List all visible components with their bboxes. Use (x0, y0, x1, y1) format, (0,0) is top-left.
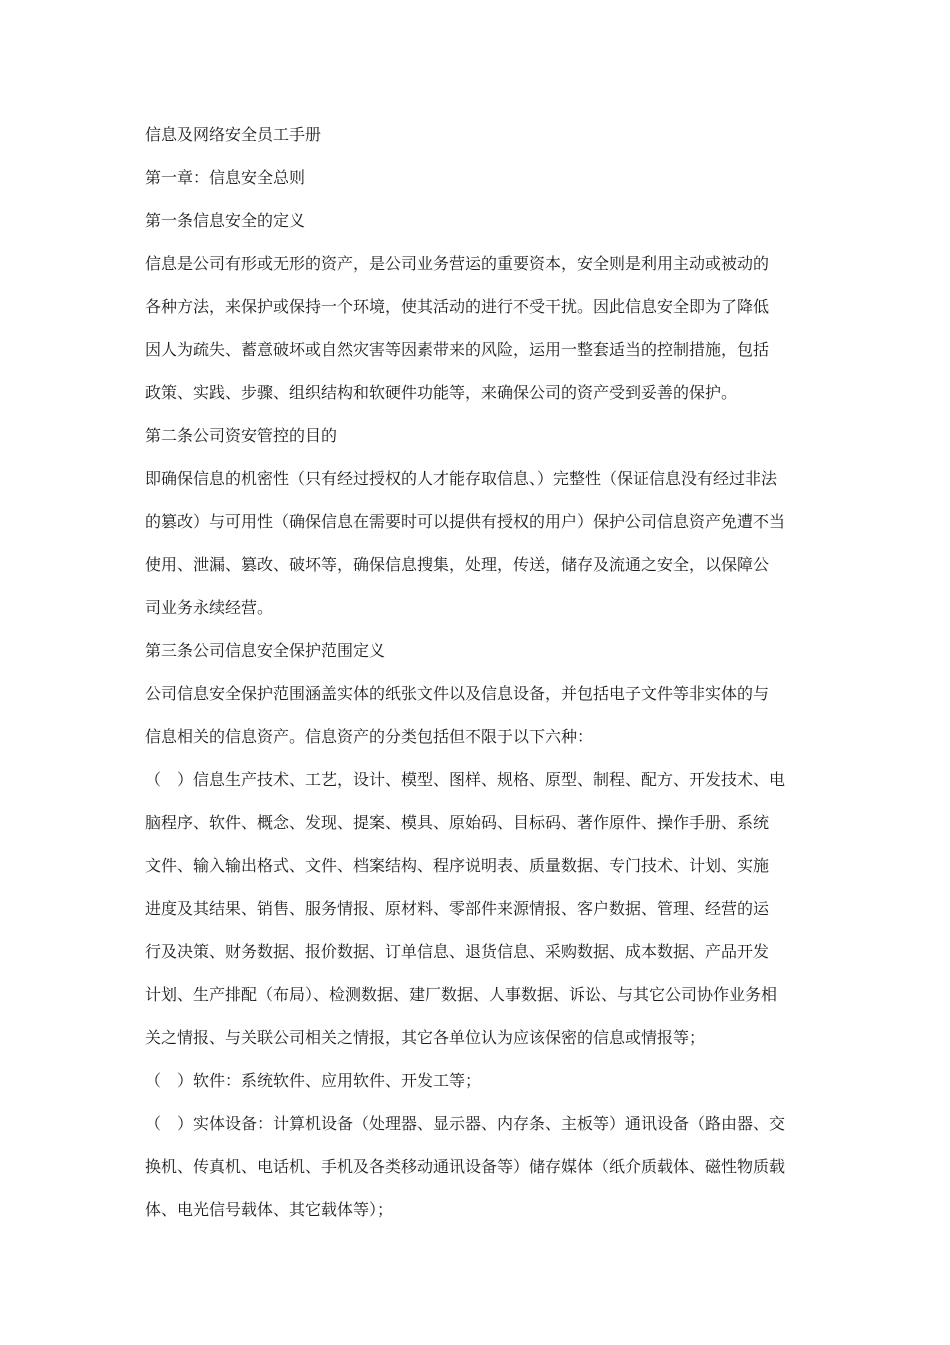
article-1-heading: 第一条信息安全的定义 (145, 211, 306, 230)
paragraph-line: 即确保信息的机密性（只有经过授权的人才能存取信息、）完整性（保证信息没有经过非法 (145, 469, 778, 488)
paragraph-line: 公司信息安全保护范围涵盖实体的纸张文件以及信息设备，并包括电子文件等非实体的与 (145, 684, 770, 703)
document-page (145, 113, 810, 1231)
list-item-line: （ ）实体设备：计算机设备（处理器、显示器、内存条、主板等）通讯设备（路由器、交 (145, 1114, 786, 1133)
list-item-line: 文件、输入输出格式、文件、档案结构、程序说明表、质量数据、专门技术、计划、实施 (145, 856, 770, 875)
document-title: 信息及网络安全员工手册 (145, 125, 322, 144)
list-item-line: （ ）软件：系统软件、应用软件、开发工等； (145, 1071, 482, 1090)
list-item-line: 关之情报、与关联公司相关之情报，其它各单位认为应该保密的信息或情报等； (145, 1028, 706, 1047)
chapter-heading: 第一章：信息安全总则 (145, 168, 306, 187)
paragraph-line: 司业务永续经营。 (145, 598, 274, 617)
article-3-heading: 第三条公司信息安全保护范围定义 (145, 641, 386, 660)
list-item-line: 计划、生产排配（布局）、检测数据、建厂数据、人事数据、诉讼、与其它公司协作业务相 (145, 985, 778, 1004)
list-item-line: 体、电光信号载体、其它载体等）； (145, 1200, 394, 1219)
paragraph-line: 各种方法，来保护或保持一个环境，使其活动的进行不受干扰。因此信息安全即为了降低 (145, 297, 770, 316)
paragraph-line: 使用、泄漏、篡改、破坏等，确保信息搜集，处理，传送，储存及流通之安全，以保障公 (145, 555, 770, 574)
paragraph-line: 政策、实践、步骤、组织结构和软硬件功能等，来确保公司的资产受到妥善的保护。 (145, 383, 738, 402)
list-item-line: 换机、传真机、电话机、手机及各类移动通讯设备等）储存媒体（纸介质载体、磁性物质载 (145, 1157, 786, 1176)
list-item-line: 脑程序、软件、概念、发现、提案、模具、原始码、目标码、著作原件、操作手册、系统 (145, 813, 770, 832)
paragraph-line: 因人为疏失、蓄意破坏或自然灾害等因素带来的风险，运用一整套适当的控制措施，包括 (145, 340, 770, 359)
paragraph-line: 的篡改）与可用性（确保信息在需要时可以提供有授权的用户）保护公司信息资产免遭不当 (145, 512, 786, 531)
paragraph-line: 信息相关的信息资产。信息资产的分类包括但不限于以下六种： (145, 727, 594, 746)
list-item-line: 进度及其结果、销售、服务情报、原材料、零部件来源情报、客户数据、管理、经营的运 (145, 899, 770, 918)
paragraph-line: 信息是公司有形或无形的资产，是公司业务营运的重要资本，安全则是利用主动或被动的 (145, 254, 770, 273)
list-item-line: 行及决策、财务数据、报价数据、订单信息、退货信息、采购数据、成本数据、产品开发 (145, 942, 770, 961)
article-2-heading: 第二条公司资安管控的目的 (145, 426, 338, 445)
list-item-line: （ ）信息生产技术、工艺，设计、模型、图样、规格、原型、制程、配方、开发技术、电 (145, 770, 786, 789)
